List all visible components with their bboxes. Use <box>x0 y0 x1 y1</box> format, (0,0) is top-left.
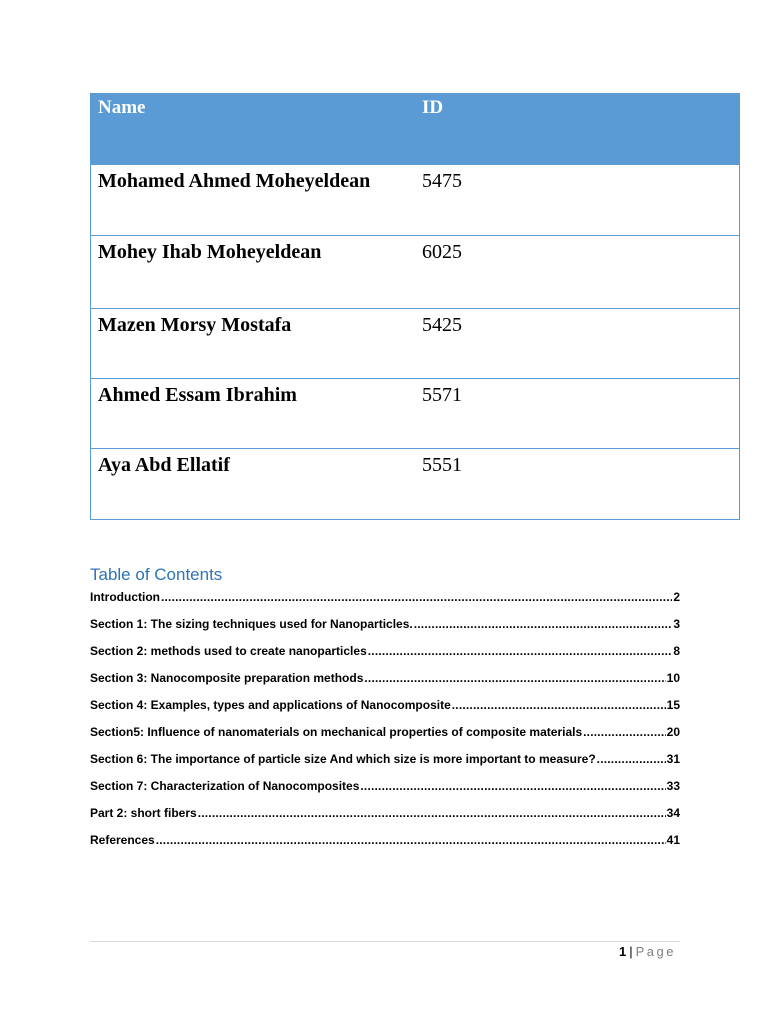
name-column-header: Name <box>98 97 146 118</box>
page-number: 1 <box>619 944 627 959</box>
toc-entry-page: 34 <box>666 806 680 820</box>
toc-dot-leader <box>597 751 666 768</box>
member-id: 5571 <box>422 384 462 406</box>
toc-entry-title: Introduction <box>90 590 160 604</box>
toc-entry-page: 10 <box>666 671 680 685</box>
toc-dot-leader <box>360 778 665 795</box>
toc-dot-leader <box>583 724 666 741</box>
toc-dot-leader <box>156 832 666 849</box>
id-column-header: ID <box>422 97 444 118</box>
table-row <box>91 379 740 449</box>
toc-entry-title: References <box>90 833 155 847</box>
page-label: Page <box>635 944 676 959</box>
member-name: Aya Abd Ellatif <box>98 454 230 476</box>
member-name: Ahmed Essam Ibrahim <box>98 384 297 406</box>
toc-list <box>90 589 680 859</box>
toc-entry-references[interactable] <box>90 832 680 859</box>
toc-entry-title: Section 1: The sizing techniques used for Nanoparticles. <box>90 617 413 631</box>
table-row <box>91 165 740 236</box>
toc-entry-page: 2 <box>673 590 680 604</box>
member-id: 5425 <box>422 314 462 336</box>
toc-entry-title: Section 6: The importance of particle size And which size is more important to measure? <box>90 752 596 766</box>
toc-dot-leader <box>368 643 673 660</box>
toc-dot-leader <box>452 697 666 714</box>
toc-entry-section-4[interactable] <box>90 697 680 724</box>
toc-dot-leader <box>364 670 665 687</box>
toc-entry-introduction[interactable] <box>90 589 680 616</box>
member-name: Mohey Ihab Moheyeldean <box>98 241 322 263</box>
table-row <box>91 236 740 309</box>
toc-dot-leader <box>198 805 666 822</box>
toc-entry-page: 3 <box>673 617 680 631</box>
member-id: 6025 <box>422 241 462 263</box>
toc-entry-section-7[interactable] <box>90 778 680 805</box>
toc-dot-leader <box>161 589 672 606</box>
toc-entry-section-5[interactable] <box>90 724 680 751</box>
toc-entry-section-2[interactable] <box>90 643 680 670</box>
table-of-contents <box>90 563 680 859</box>
toc-entry-title: Section 4: Examples, types and applications of Nanocomposite <box>90 698 451 712</box>
toc-entry-section-3[interactable] <box>90 670 680 697</box>
toc-entry-title: Section 3: Nanocomposite preparation methods <box>90 671 364 685</box>
toc-entry-page: 31 <box>666 752 680 766</box>
footer-separator: | <box>629 944 633 959</box>
table-row <box>91 309 740 379</box>
toc-entry-title: Part 2: short fibers <box>90 806 197 820</box>
toc-dot-leader <box>414 616 673 633</box>
footer-divider <box>90 941 680 942</box>
member-id: 5475 <box>422 170 462 192</box>
toc-entry-page: 41 <box>666 833 680 847</box>
table-row <box>91 449 740 520</box>
toc-entry-page: 20 <box>666 725 680 739</box>
toc-entry-title: Section 2: methods used to create nanoparticles <box>90 644 367 658</box>
toc-entry-part-2[interactable] <box>90 805 680 832</box>
member-name: Mohamed Ahmed Moheyeldean <box>98 170 371 192</box>
toc-entry-page: 33 <box>666 779 680 793</box>
toc-entry-title: Section5: Influence of nanomaterials on mechanical properties of composite materials <box>90 725 583 739</box>
members-table-header <box>91 94 740 165</box>
toc-entry-section-6[interactable] <box>90 751 680 778</box>
toc-entry-title: Section 7: Characterization of Nanocomposites <box>90 779 360 793</box>
member-name: Mazen Morsy Mostafa <box>98 314 292 336</box>
page-footer <box>619 944 676 959</box>
toc-entry-page: 8 <box>673 644 680 658</box>
toc-heading: Table of Contents <box>90 565 223 584</box>
members-table <box>90 93 740 520</box>
toc-entry-section-1[interactable] <box>90 616 680 643</box>
toc-entry-page: 15 <box>666 698 680 712</box>
member-id: 5551 <box>422 454 462 476</box>
